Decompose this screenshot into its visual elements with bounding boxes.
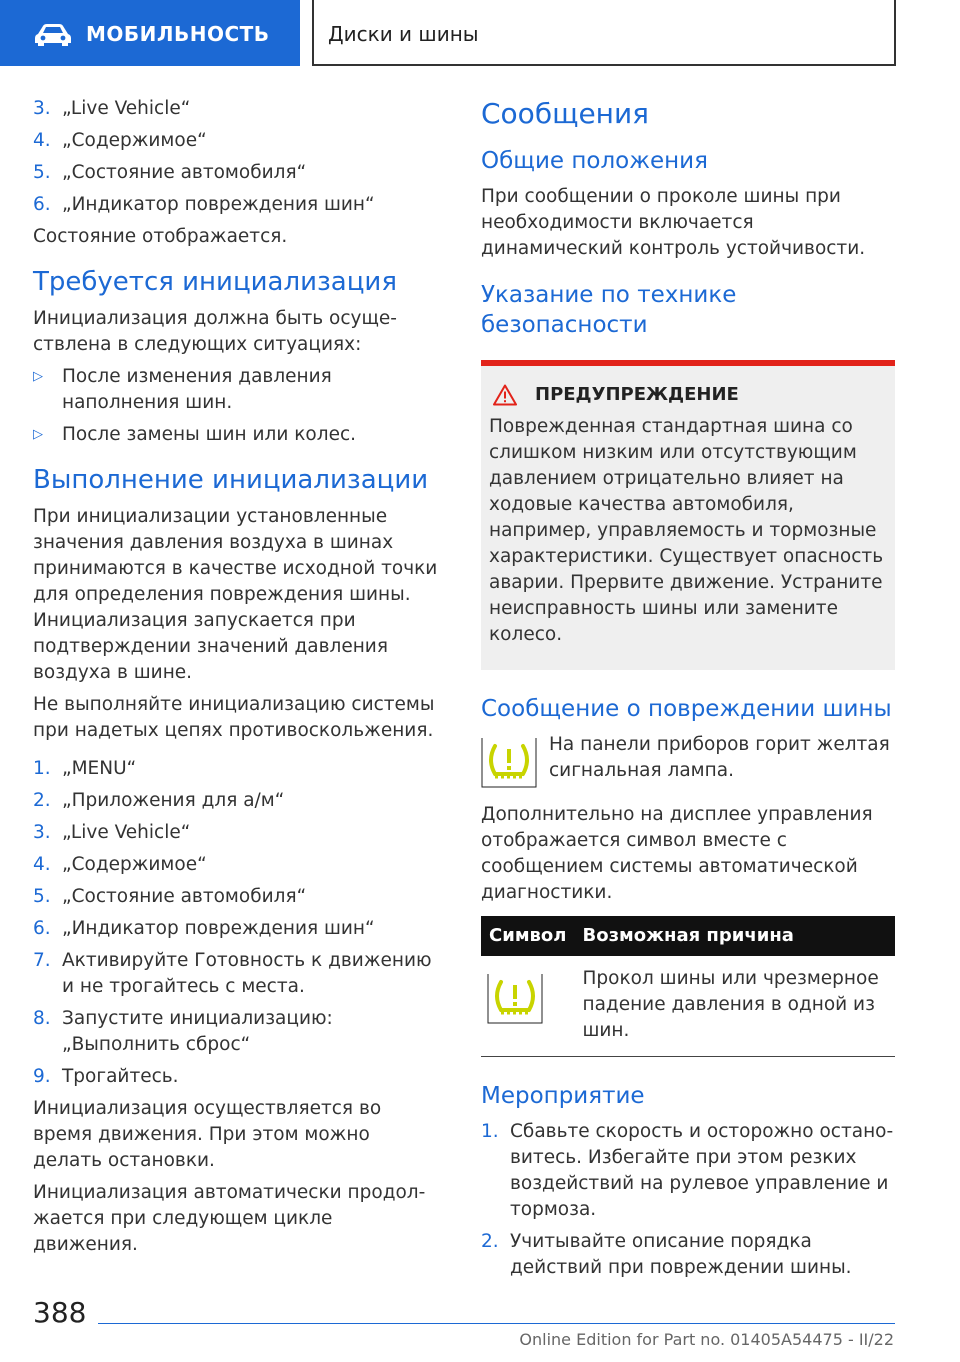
paragraph-init-run: При инициализации установленные значения давления воздуха в шинах принимаются в качестве исходной точки для определения повреждения шины. Инициализация запускается при подтверждении значений давления воздуха в шине. (33, 506, 438, 683)
heading-init-required: Требуется инициализация (33, 267, 397, 297)
list-item: 5. „Состояние автомобиля“ (33, 886, 307, 907)
warning-box (481, 360, 895, 670)
section-label: МОБИЛЬНОСТЬ (86, 22, 270, 46)
chapter-header (312, 0, 896, 66)
list-item: 5. „Состояние автомобиля“ (33, 162, 307, 183)
tire-pressure-warning-lamp-icon (481, 732, 537, 788)
menu-steps-list (33, 96, 443, 218)
section-tab[interactable] (0, 0, 300, 66)
table-header-row (481, 916, 895, 956)
paragraph-general: При сообщении о проколе шины при необходимости включается динамический контроль устойчивости. (481, 186, 866, 259)
chapter-title: Диски и шины (328, 22, 479, 46)
column-header-symbol: Символ (481, 916, 574, 956)
car-icon (34, 22, 72, 46)
status-paragraph: Состояние отображается. (33, 226, 288, 247)
warning-header (489, 382, 887, 408)
warning-triangle-icon (493, 384, 517, 406)
triangle-bullet-icon: ▷ (33, 427, 43, 442)
list-item: 3. „Live Vehicle“ (33, 98, 191, 119)
heading-safety: Указание по технике безопасности (481, 282, 737, 338)
list-item: 1. Сбавьте скорость и осторожно остановитесь. Избегайте при этом резких воздействий на рулевое управление и тормоза. (481, 1121, 894, 1220)
footer-divider (98, 1323, 895, 1324)
init-steps-list (33, 756, 443, 1090)
heading-tire-damage: Сообщение о повреждении шины (481, 696, 892, 722)
bullet-item: ▷ После изменения давления наполнения шин. (33, 364, 443, 416)
list-item: 9. Трогайтесь. (33, 1066, 179, 1087)
paragraph-lamp: На панели приборов горит желтая сигнальная лампа. (549, 734, 890, 781)
list-item: 2. „Приложения для а/м“ (33, 790, 285, 811)
tire-pressure-symbol-icon (487, 968, 543, 1024)
list-item: 6. „Индикатор повреждения шин“ (33, 918, 375, 939)
symbol-table (481, 916, 895, 1057)
list-item: 1. „MENU“ (33, 758, 137, 779)
triangle-bullet-icon: ▷ (33, 369, 43, 384)
bullet-item: ▷ После замены шин или колес. (33, 422, 443, 448)
right-column (481, 96, 895, 1287)
paragraph-chains-note: Не выполняйте инициализацию системы при надетых цепях противоскольжения. (33, 694, 435, 741)
heading-general: Общие положения (481, 148, 708, 174)
heading-init-run: Выполнение инициализации (33, 465, 429, 495)
list-item: 7. Активируйте Готовность к движению и не трогайтесь с места. (33, 950, 432, 997)
lamp-row (481, 732, 895, 788)
paragraph-init-while-driving: Инициализация осуществляется во время движения. При этом можно делать остановки. (33, 1098, 382, 1171)
paragraph-init-required: Инициализация должна быть осуществлена в следующих ситуациях: (33, 308, 397, 355)
left-column (33, 96, 443, 1264)
column-header-cause: Возможная причина (574, 916, 895, 956)
list-item: 3. „Live Vehicle“ (33, 822, 191, 843)
warning-title: ПРЕДУПРЕЖДЕНИЕ (535, 384, 739, 405)
cause-cell: Прокол шины или чрезмерное падение давления в одной из шин. (574, 956, 895, 1057)
warning-text: Поврежденная стандартная шина со слишком низким или отсутствующим давлением отрицательно влияет на ходовые качества автомобиля, например, управляемость и тормозные характеристики. Существует опасность аварии. Прервите движение. Устраните неисправность шины или замените колесо. (489, 416, 884, 645)
symbol-cell (481, 956, 574, 1057)
heading-action: Мероприятие (481, 1083, 645, 1109)
page-number: 388 (33, 1296, 87, 1329)
list-item: 6. „Индикатор повреждения шин“ (33, 194, 375, 215)
heading-messages: Сообщения (481, 97, 650, 130)
table-row (481, 956, 895, 1057)
paragraph-display: Дополнительно на дисплее управления отображается символ вместе с сообщением системы автоматической диагностики. (481, 804, 873, 903)
list-item: 8. Запустите инициализацию: „Выполнить сброс“ (33, 1008, 333, 1055)
edition-text: Online Edition for Part no. 01405A54475 - II/22 (519, 1330, 894, 1349)
list-item: 4. „Содержимое“ (33, 130, 207, 151)
paragraph-init-next-cycle: Инициализация автоматически продолжается при следующем цикле движения. (33, 1182, 426, 1255)
list-item: 4. „Содержимое“ (33, 854, 207, 875)
list-item: 2. Учитывайте описание порядка действий при повреждении шины. (481, 1231, 852, 1278)
